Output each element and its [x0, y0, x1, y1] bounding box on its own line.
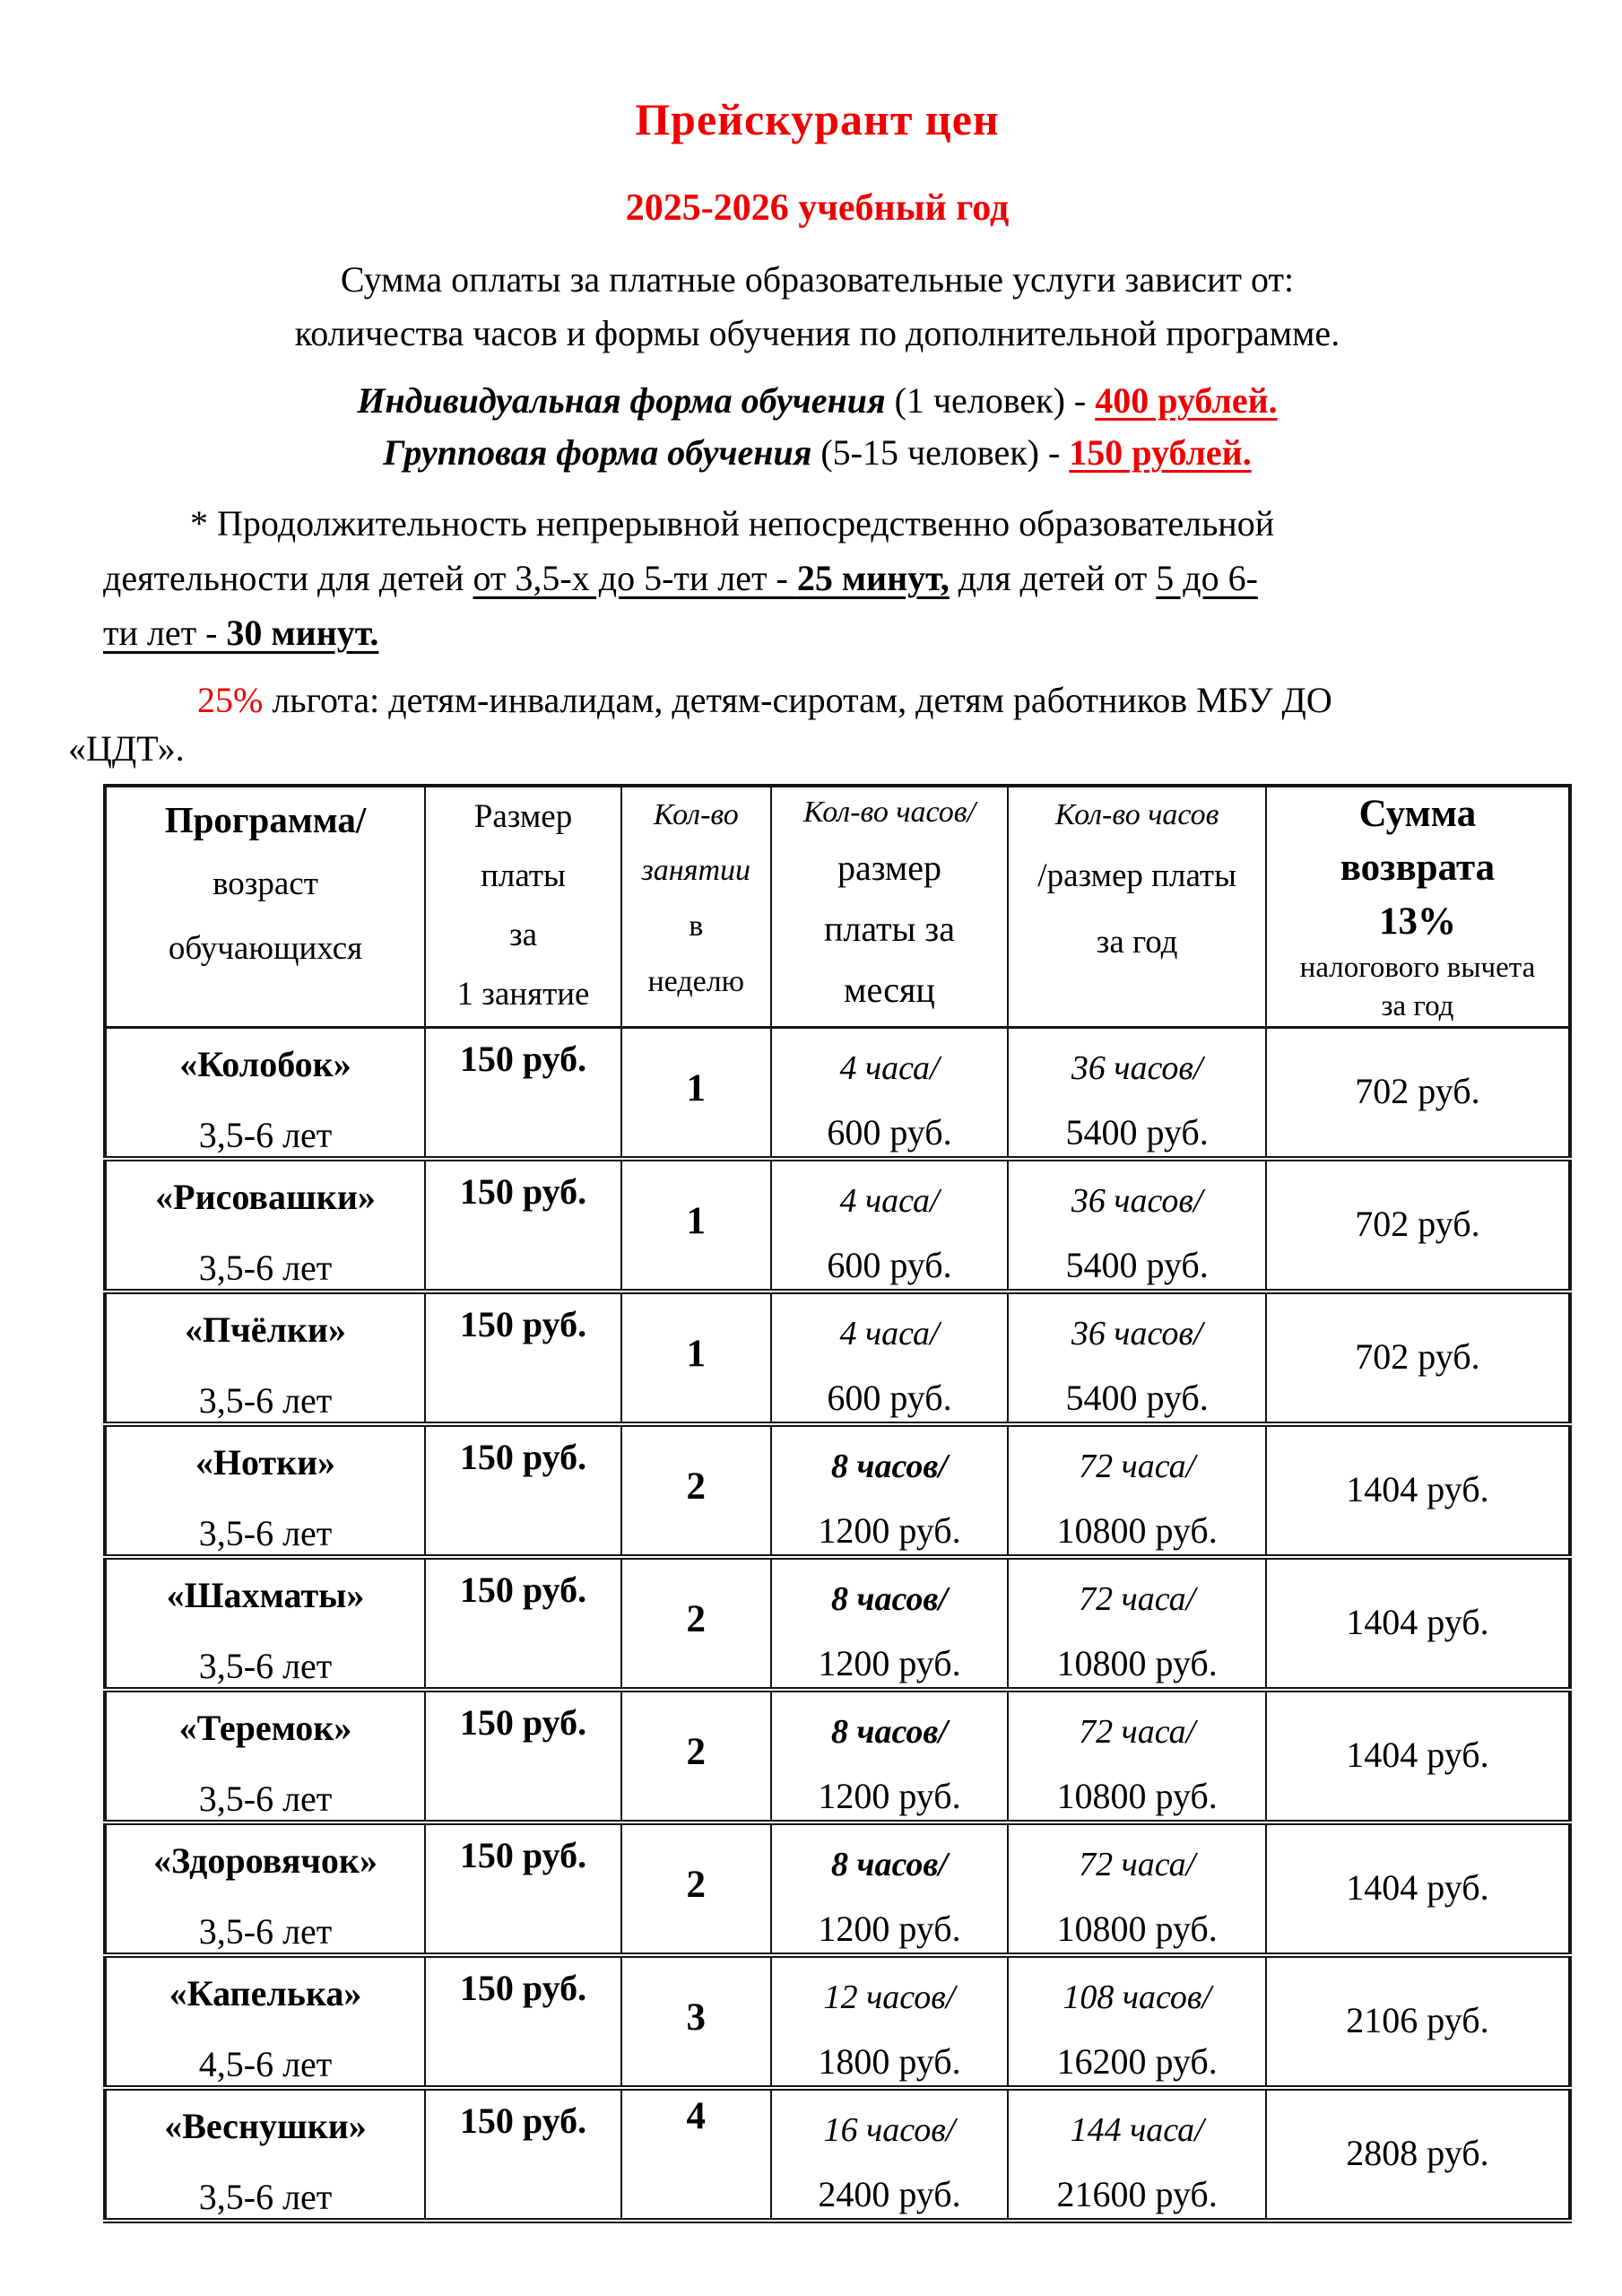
fee-value: 150 руб.: [459, 1437, 587, 1478]
intro-paragraph: [63, 253, 1572, 361]
year-hours: 72 часа/: [1079, 1846, 1196, 1884]
price-table-header: [105, 786, 1570, 1028]
header-program-bold: Программа/: [164, 799, 367, 841]
month-cell: [771, 1557, 1009, 1690]
table-row: [105, 1822, 1570, 1955]
group-form-mid: (5-15 человек) -: [811, 432, 1070, 473]
fee-cell: [425, 1028, 621, 1160]
year-fee: 21600 руб.: [1056, 2174, 1218, 2215]
fee-cell: [425, 1822, 621, 1955]
program-age: 3,5-6 лет: [198, 1248, 333, 1289]
fee-cell: [425, 1690, 621, 1822]
page-title: Прейскурант цен: [635, 94, 1000, 144]
price-table-body: [105, 1028, 1570, 2222]
month-fee: 1200 руб.: [818, 1510, 961, 1552]
header-program-line: обучающихся: [168, 930, 363, 968]
year-fee: 5400 руб.: [1065, 1112, 1209, 1153]
per-week-cell: [621, 1557, 771, 1690]
header-month-line: платы за: [823, 909, 955, 950]
note-underline-cont: ти лет -: [103, 612, 227, 653]
year-cell: [1008, 1292, 1266, 1424]
table-row: [105, 1159, 1570, 1292]
note-text: для детей от: [949, 557, 1157, 598]
year-hours: 36 часов/: [1071, 1182, 1203, 1221]
year-cell: [1008, 1955, 1266, 2088]
individual-form-label: Индивидуальная форма обучения: [357, 380, 886, 421]
month-cell: [771, 1028, 1009, 1160]
program-cell: [105, 1292, 425, 1424]
header-year-italic: Кол-во часов: [1054, 798, 1219, 832]
month-cell: [771, 2088, 1009, 2221]
per-week-cell: [621, 1159, 771, 1292]
month-cell: [771, 1159, 1009, 1292]
program-name: «Теремок»: [178, 1708, 352, 1749]
per-week-value: 2: [686, 1864, 707, 1907]
header-cell-refund: [1266, 786, 1570, 1028]
month-hours: 8 часов/: [831, 1846, 948, 1884]
per-week-cell: [621, 2088, 771, 2221]
table-row: [105, 1557, 1570, 1690]
header-refund-small: за год: [1381, 990, 1454, 1023]
program-name: «Пчёлки»: [185, 1309, 346, 1351]
refund-value: 1404 руб.: [1346, 1469, 1489, 1510]
header-cell-per-week: [621, 786, 771, 1028]
header-month-line: размер: [837, 848, 941, 889]
header-week-line: занятии: [641, 854, 751, 888]
year-fee: 10800 руб.: [1056, 1510, 1218, 1552]
header-year-line: за год: [1096, 924, 1178, 961]
month-fee: 600 руб.: [827, 1112, 952, 1153]
page-subtitle: 2025-2026 учебный год: [625, 187, 1010, 229]
fee-value: 150 руб.: [459, 1039, 587, 1080]
program-cell: [105, 1159, 425, 1292]
year-hours: 72 часа/: [1079, 1713, 1196, 1752]
month-fee: 1800 руб.: [818, 2041, 961, 2083]
per-week-value: 1: [686, 1200, 707, 1243]
pricing-lines: [63, 375, 1572, 479]
year-hours: 72 часа/: [1079, 1580, 1196, 1619]
refund-cell: [1266, 1690, 1570, 1822]
fee-value: 150 руб.: [459, 1702, 587, 1744]
program-age: 4,5-6 лет: [198, 2044, 333, 2085]
table-row: [105, 1955, 1570, 2088]
discount-paragraph: [63, 676, 1572, 773]
month-hours: 12 часов/: [823, 1979, 956, 2017]
per-week-value: 3: [686, 1996, 707, 2039]
table-row: [105, 2088, 1570, 2221]
duration-note-line-3: [103, 606, 1572, 661]
discount-text: льгота: детям-инвалидам, детям-сиротам, детям работников МБУ ДО: [263, 680, 1332, 721]
header-cell-year: [1008, 786, 1266, 1028]
month-fee: 1200 руб.: [818, 1776, 961, 1817]
program-name: «Здоровячок»: [153, 1840, 377, 1882]
program-name: «Капелька»: [169, 1973, 362, 2014]
month-fee: 1200 руб.: [818, 1909, 961, 1950]
program-age: 3,5-6 лет: [198, 1911, 333, 1952]
program-age: 3,5-6 лет: [198, 1513, 333, 1554]
year-cell: [1008, 1557, 1266, 1690]
refund-value: 2106 руб.: [1346, 2000, 1489, 2041]
note-underline-age-range-2: 5 до 6-: [1156, 557, 1258, 598]
year-fee: 16200 руб.: [1056, 2041, 1218, 2083]
year-cell: [1008, 1424, 1266, 1557]
duration-note: [103, 497, 1572, 660]
month-cell: [771, 1424, 1009, 1557]
program-cell: [105, 1822, 425, 1955]
note-text: деятельности для детей: [103, 557, 473, 598]
month-cell: [771, 1955, 1009, 2088]
header-year-line: /размер платы: [1037, 857, 1236, 895]
table-row: [105, 1424, 1570, 1557]
refund-value: 1404 руб.: [1346, 1735, 1489, 1776]
month-fee: 1200 руб.: [818, 1643, 961, 1684]
header-cell-fee: [425, 786, 621, 1028]
refund-value: 1404 руб.: [1346, 1867, 1489, 1909]
group-form-price: 150 рублей.: [1069, 432, 1252, 473]
month-hours: 8 часов/: [831, 1713, 948, 1752]
refund-value: 2808 руб.: [1346, 2133, 1489, 2174]
month-fee: 600 руб.: [827, 1245, 952, 1286]
refund-cell: [1266, 1159, 1570, 1292]
header-month-line: месяц: [844, 970, 935, 1011]
table-row: [105, 1292, 1570, 1424]
individual-form-price: 400 рублей.: [1095, 380, 1278, 421]
note-duration-30: 30 минут.: [226, 612, 379, 653]
refund-value: 702 руб.: [1355, 1071, 1480, 1112]
header-week-line: в: [689, 909, 704, 944]
year-fee: 5400 руб.: [1065, 1245, 1209, 1286]
fee-value: 150 руб.: [459, 1835, 587, 1876]
year-hours: 108 часов/: [1063, 1979, 1211, 2017]
program-name: «Веснушки»: [164, 2106, 367, 2147]
fee-cell: [425, 1557, 621, 1690]
per-week-value: 4: [686, 2095, 707, 2138]
program-age: 3,5-6 лет: [198, 1380, 333, 1422]
header-fee-line: за: [508, 917, 538, 954]
header-week-line: неделю: [647, 965, 745, 999]
program-cell: [105, 1557, 425, 1690]
program-cell: [105, 1424, 425, 1557]
discount-percent: 25%: [197, 680, 264, 721]
per-week-cell: [621, 1955, 771, 2088]
year-cell: [1008, 1159, 1266, 1292]
year-hours: 72 часа/: [1079, 1448, 1196, 1486]
refund-cell: [1266, 1557, 1570, 1690]
year-hours: 36 часов/: [1071, 1315, 1203, 1353]
program-name: «Колобок»: [179, 1044, 351, 1085]
month-cell: [771, 1292, 1009, 1424]
year-cell: [1008, 1822, 1266, 1955]
per-week-cell: [621, 1822, 771, 1955]
month-fee: 600 руб.: [827, 1378, 952, 1419]
individual-form-mid: (1 человек) -: [885, 380, 1096, 421]
month-hours: 4 часа/: [839, 1182, 940, 1221]
fee-cell: [425, 2088, 621, 2221]
header-week-line: Кол-во: [653, 798, 739, 832]
header-fee-line: платы: [481, 857, 566, 895]
year-hours: 36 часов/: [1071, 1049, 1203, 1088]
header-cell-program: [105, 786, 425, 1028]
program-cell: [105, 1690, 425, 1822]
individual-form-line: [63, 375, 1572, 427]
refund-value: 1404 руб.: [1346, 1602, 1489, 1643]
intro-line-2: количества часов и формы обучения по дополнительной программе.: [294, 313, 1340, 353]
refund-value: 702 руб.: [1355, 1336, 1480, 1378]
group-form-line: [63, 427, 1572, 479]
program-age: 3,5-6 лет: [198, 2177, 333, 2218]
fee-cell: [425, 1292, 621, 1424]
header-fee-line: Размер: [473, 798, 573, 836]
year-fee: 10800 руб.: [1056, 1643, 1218, 1684]
fee-value: 150 руб.: [459, 1968, 587, 2009]
group-form-label: Групповая форма обучения: [383, 432, 812, 473]
program-name: «Шахматы»: [166, 1575, 365, 1616]
header-fee-line: 1 занятие: [456, 976, 590, 1013]
fee-value: 150 руб.: [459, 1304, 587, 1345]
header-refund-bold: возврата: [1340, 847, 1496, 890]
table-row: [105, 1028, 1570, 1160]
note-underline-age-range: от 3,5-х до 5-ти лет -: [473, 557, 797, 598]
refund-cell: [1266, 1424, 1570, 1557]
header-refund-percent: 13%: [1378, 900, 1456, 944]
per-week-value: 1: [686, 1067, 707, 1110]
header-month-italic: Кол-во часов/: [802, 796, 976, 830]
month-hours: 8 часов/: [831, 1448, 948, 1486]
header-cell-month: [771, 786, 1009, 1028]
program-age: 3,5-6 лет: [198, 1115, 333, 1156]
program-age: 3,5-6 лет: [198, 1646, 333, 1687]
fee-cell: [425, 1955, 621, 2088]
per-week-value: 2: [686, 1731, 707, 1774]
per-week-value: 2: [686, 1465, 707, 1509]
refund-value: 702 руб.: [1355, 1204, 1480, 1245]
per-week-cell: [621, 1292, 771, 1424]
program-cell: [105, 1028, 425, 1160]
year-fee: 10800 руб.: [1056, 1776, 1218, 1817]
year-fee: 10800 руб.: [1056, 1909, 1218, 1950]
intro-line-1: Сумма оплаты за платные образовательные услуги зависит от:: [340, 259, 1295, 300]
program-age: 3,5-6 лет: [198, 1779, 333, 1820]
refund-cell: [1266, 1822, 1570, 1955]
per-week-value: 2: [686, 1598, 707, 1641]
month-hours: 8 часов/: [831, 1580, 948, 1619]
discount-line-2: «ЦДТ».: [68, 728, 185, 770]
duration-note-line-2: [103, 552, 1572, 606]
year-cell: [1008, 2088, 1266, 2221]
fee-value: 150 руб.: [459, 2100, 587, 2142]
per-week-value: 1: [686, 1333, 707, 1376]
per-week-cell: [621, 1028, 771, 1160]
month-hours: 16 часов/: [823, 2111, 956, 2150]
header-refund-small: налогового вычета: [1299, 952, 1536, 985]
year-hours: 144 часа/: [1070, 2111, 1204, 2150]
table-row: [105, 1690, 1570, 1822]
fee-value: 150 руб.: [459, 1570, 587, 1611]
fee-value: 150 руб.: [459, 1171, 587, 1213]
program-name: «Рисовашки»: [155, 1177, 376, 1218]
year-cell: [1008, 1690, 1266, 1822]
month-hours: 4 часа/: [839, 1315, 940, 1353]
month-hours: 4 часа/: [839, 1049, 940, 1088]
refund-cell: [1266, 1955, 1570, 2088]
year-fee: 5400 руб.: [1065, 1378, 1209, 1419]
header-refund-bold: Сумма: [1358, 793, 1477, 836]
note-duration-25: 25 минут,: [796, 557, 950, 598]
refund-cell: [1266, 2088, 1570, 2221]
fee-cell: [425, 1159, 621, 1292]
per-week-cell: [621, 1424, 771, 1557]
program-name: «Нотки»: [195, 1442, 336, 1483]
refund-cell: [1266, 1028, 1570, 1160]
refund-cell: [1266, 1292, 1570, 1424]
month-fee: 2400 руб.: [818, 2174, 961, 2215]
header-program-line: возраст: [213, 865, 318, 903]
fee-cell: [425, 1424, 621, 1557]
discount-line-1: [63, 676, 1572, 725]
program-cell: [105, 1955, 425, 2088]
program-cell: [105, 2088, 425, 2221]
year-cell: [1008, 1028, 1266, 1160]
price-table: [103, 784, 1572, 2223]
per-week-cell: [621, 1690, 771, 1822]
duration-note-line-1: * Продолжительность непрерывной непосредственно образовательной: [190, 503, 1275, 544]
month-cell: [771, 1690, 1009, 1822]
month-cell: [771, 1822, 1009, 1955]
header-row: [105, 786, 1570, 1028]
